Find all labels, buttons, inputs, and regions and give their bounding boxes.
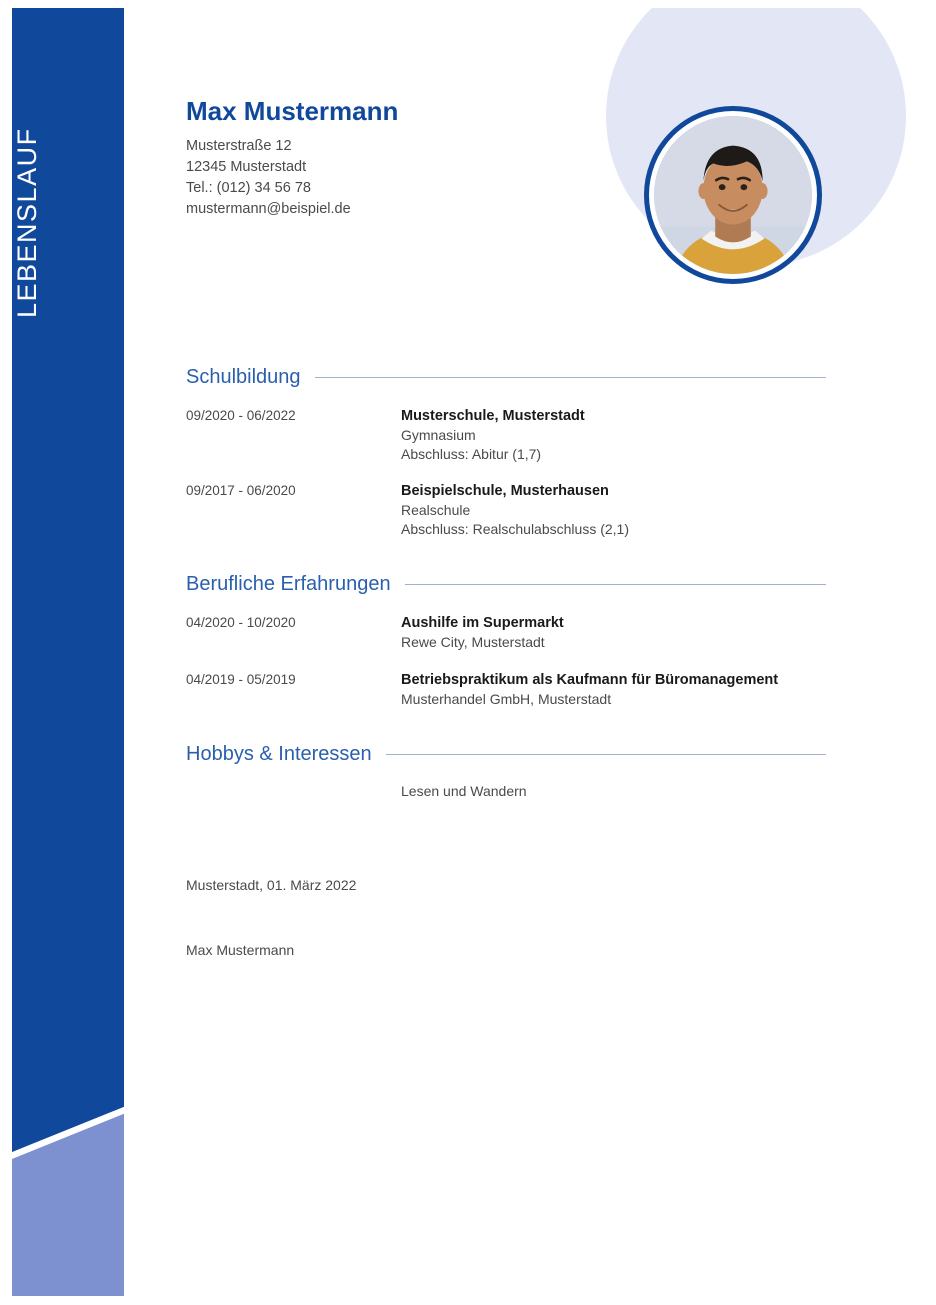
section-rule [315,377,826,378]
cv-sheet [12,8,924,1296]
section-title: Schulbildung [186,366,301,388]
entry-date: 09/2020 - 06/2022 [186,408,296,423]
entry-line: Gymnasium [401,427,476,443]
entry-beruf-2 [186,670,836,709]
entry-line: Musterhandel GmbH, Musterstadt [401,691,612,707]
contact-city: 12345 Musterstadt [186,159,307,175]
section-rule [386,754,826,755]
contact-email: mustermann@beispiel.de [186,201,351,217]
entry-date: 04/2019 - 05/2019 [186,672,296,687]
entry-date: 04/2020 - 10/2020 [186,615,296,630]
document-type-label: LEBENSLAUF [12,127,42,319]
entry-detail [401,670,836,709]
section-heading-schulbildung [186,366,826,389]
entry-schulbildung-2 [186,481,836,539]
left-blue-band [12,8,124,1296]
entry-title: Beispielschule, Musterhausen [401,483,609,499]
avatar [644,106,822,284]
entry-date: 09/2017 - 06/2020 [186,483,296,498]
entry-beruf-1 [186,613,836,652]
signature-name: Max Mustermann [186,942,295,958]
entry-detail [401,613,836,652]
portrait-illustration [654,116,812,274]
section-heading-berufliche-erfahrungen [186,573,826,596]
contact-street: Musterstraße 12 [186,138,292,154]
section-heading-hobbys [186,743,826,766]
section-title: Hobbys & Interessen [186,743,372,765]
page-title: Max Mustermann [186,96,399,126]
entry-title: Musterschule, Musterstadt [401,408,585,424]
entry-line: Abschluss: Realschulabschluss (2,1) [401,521,629,537]
section-title: Berufliche Erfahrungen [186,573,391,595]
section-rule [405,584,826,585]
entry-line: Abschluss: Abitur (1,7) [401,446,542,462]
entry-title: Aushilfe im Supermarkt [401,615,564,631]
hobbies-text: Lesen und Wandern [401,783,527,799]
entry-line: Realschule [401,502,471,518]
entry-schulbildung-1 [186,406,836,464]
entry-title: Betriebspraktikum als Kaufmann für Büromanagement [401,672,779,688]
cv-content [124,8,924,1296]
entry-line: Rewe City, Musterstadt [401,634,545,650]
contact-block [186,136,351,220]
entry-detail [401,481,836,539]
entry-detail [401,406,836,464]
place-and-date: Musterstadt, 01. März 2022 [186,877,357,893]
contact-phone: Tel.: (012) 34 56 78 [186,180,311,196]
portrait-photo [654,116,812,274]
